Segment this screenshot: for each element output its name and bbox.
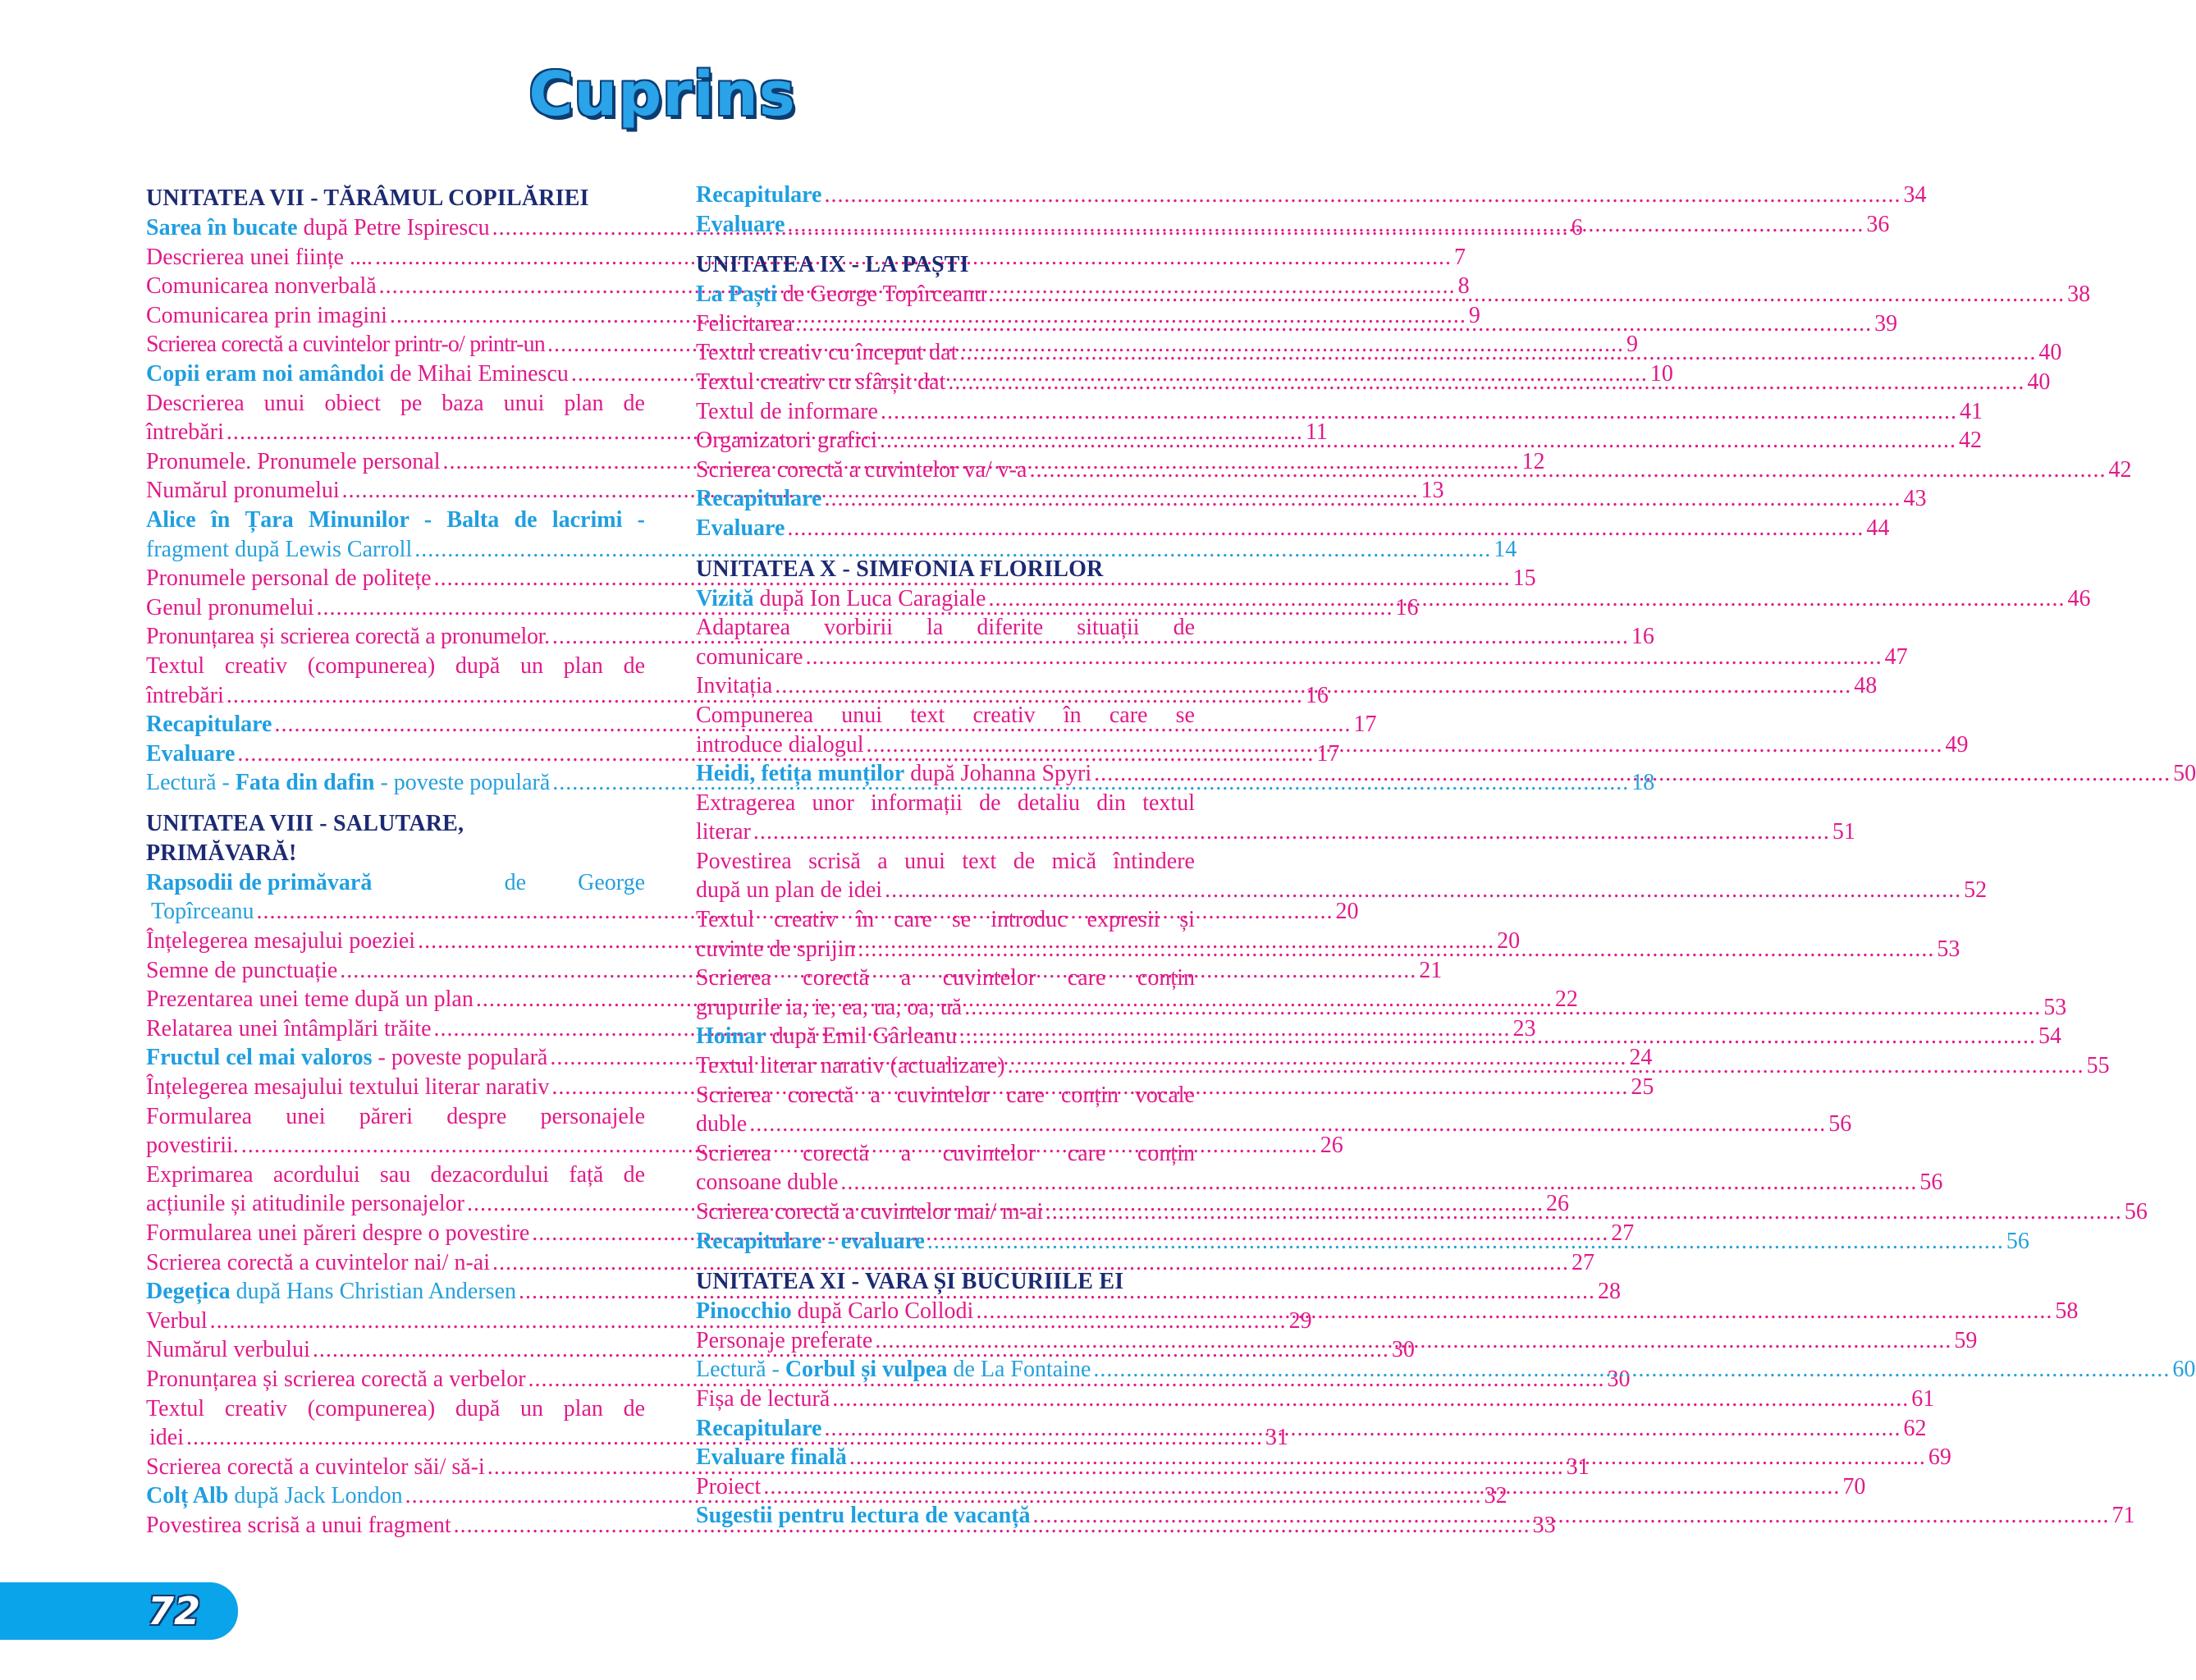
toc-entry[interactable]: Recapitulare ..... 62 (696, 1414, 1195, 1444)
toc-entry[interactable]: Comunicarea prin imagini ..... 9 (146, 301, 645, 331)
toc-entry[interactable]: Heidi, fetița munților după Johanna Spyri ..... 50 (696, 759, 1195, 789)
toc-entry[interactable]: Evaluare ..... 36 (696, 210, 1195, 240)
toc-entry[interactable]: Descrierea unui obiect pe baza unui plan de întrebări ..... 11 (146, 389, 645, 447)
toc-entry[interactable]: Înțelegerea mesajului textului literar narativ ..... 25 (146, 1073, 645, 1102)
toc-entry[interactable]: Lectură - Fata din dafin - poveste populară ..... 18 (146, 768, 645, 798)
toc-entry[interactable]: Textul creativ cu început dat ..... 40 (696, 338, 1195, 368)
toc-entry[interactable]: Textul creativ în care se introduc expresii și cuvinte de sprijin ..... 53 (696, 905, 1195, 964)
toc-entry[interactable]: Sugestii pentru lectura de vacanță ..... 71 (696, 1501, 1195, 1531)
toc-entry[interactable]: Colț Alb după Jack London ..... 32 (146, 1481, 645, 1511)
toc-entry[interactable]: Lectură - Corbul și vulpea de La Fontaine ..... 60 (696, 1355, 1195, 1385)
toc-entry[interactable]: Scrierea corectă a cuvintelor care conțin grupurile ia, ie, ea, ua, oa, uă ..... 53 (696, 964, 1195, 1022)
toc-entry[interactable]: Invitația ..... 48 (696, 671, 1195, 701)
toc-entry[interactable]: Scrierea corectă a cuvintelor săi/ să-i ..... 31 (146, 1453, 645, 1482)
toc-entry[interactable]: Verbul ..... 29 (146, 1307, 645, 1336)
toc-entry[interactable]: Pronumele. Pronumele personal ..... 12 (146, 447, 645, 477)
toc-entry[interactable]: Textul creativ cu sfârșit dat ..... 40 (696, 368, 1195, 397)
toc-entry[interactable]: Pronunțarea și scrierea corectă a verbelor ..... 30 (146, 1365, 645, 1394)
toc-entry[interactable]: Recapitulare ..... 17 (146, 710, 645, 739)
toc-entry[interactable]: Copii eram noi amândoi de Mihai Eminescu ..... 10 (146, 359, 645, 389)
toc-entry[interactable]: Numărul verbului ..... 30 (146, 1335, 645, 1365)
toc-entry[interactable]: Personaje preferate ..... 59 (696, 1326, 1195, 1356)
toc-entry[interactable]: Semne de punctuație ..... 21 (146, 956, 645, 986)
toc-entry[interactable]: Scrierea corectă a cuvintelor va/ v-a ..... 42 (696, 455, 1195, 485)
toc-entry[interactable]: Prezentarea unei teme după un plan ..... 22 (146, 985, 645, 1014)
unit-heading: UNITATEA IX - LA PAȘTI (696, 252, 969, 278)
toc-entry[interactable]: Formularea unei păreri despre o povestire ..... 27 (146, 1219, 645, 1248)
toc-entry[interactable]: Numărul pronumelui ..... 13 (146, 476, 645, 506)
toc-entry[interactable]: Scrierea corectă a cuvintelor printr-o/ printr-un ..... 9 (146, 330, 645, 359)
unit-heading: PRIMĂVARĂ! (146, 840, 297, 866)
toc-entry[interactable]: Povestirea scrisă a unui fragment ..... 33 (146, 1511, 645, 1540)
page-number: 72 (148, 1589, 201, 1633)
toc-entry[interactable]: Pinocchio după Carlo Collodi ..... 58 (696, 1297, 1195, 1326)
toc-entry[interactable]: Adaptarea vorbirii la diferite situații de comunicare ..... 47 (696, 613, 1195, 671)
toc-entry[interactable]: Proiect ..... 70 (696, 1472, 1195, 1502)
toc-entry[interactable]: Compunerea unui text creativ în care se introduce dialogul ..... 49 (696, 701, 1195, 759)
toc-entry[interactable]: Evaluare ..... 17 (146, 739, 645, 769)
toc-entry[interactable]: Pronumele personal de politețe ..... 15 (146, 564, 645, 593)
toc-entry[interactable]: Fructul cel mai valoros - poveste populară ..... 24 (146, 1043, 645, 1073)
toc-entry[interactable]: Povestirea scrisă a unui text de mică întindere după un plan de idei ..... 52 (696, 847, 1195, 905)
toc-entry[interactable]: Rapsodii de primăvară de George Topîrceanu ..... 20 (146, 868, 645, 927)
toc-entry[interactable]: Sarea în bucate după Petre Ispirescu ..... 6 (146, 213, 645, 243)
toc-entry[interactable]: Scrierea corectă a cuvintelor nai/ n-ai ..... 27 (146, 1248, 645, 1278)
toc-entry[interactable]: La Paști de George Topîrceanu ..... 38 (696, 280, 1195, 309)
unit-heading: UNITATEA XI - VARA ȘI BUCURIILE EI (696, 1269, 1124, 1295)
toc-entry[interactable]: Textul de informare ..... 41 (696, 397, 1195, 427)
toc-entry[interactable]: Textul literar narativ (actualizare) ..... 55 (696, 1051, 1195, 1081)
toc-entry[interactable]: Recapitulare - evaluare ..... 56 (696, 1227, 1195, 1257)
toc-entry[interactable]: Extragerea unor informații de detaliu din textul literar ..... 51 (696, 789, 1195, 847)
toc-entry[interactable]: Scrierea corectă a cuvintelor care conțin consoane duble ..... 56 (696, 1139, 1195, 1197)
unit-heading: UNITATEA VII - TĂRÂMUL COPILĂRIEI (146, 185, 589, 211)
toc-entry[interactable]: Relatarea unei întâmplări trăite ..... 23 (146, 1014, 645, 1044)
toc-entry[interactable]: Evaluare ..... 44 (696, 514, 1195, 543)
toc-entry[interactable]: Formularea unei păreri despre personajele povestirii. ..... 26 (146, 1102, 645, 1160)
toc-entry[interactable]: Exprimarea acordului sau dezacordului față de acțiunile și atitudinile personajelor ..... 26 (146, 1160, 645, 1219)
toc-entry[interactable]: Hoinar după Emil Gârleanu ..... 54 (696, 1022, 1195, 1051)
toc-entry[interactable]: Textul creativ (compunerea) după un plan de idei ..... 31 (146, 1394, 645, 1453)
toc-entry[interactable]: Recapitulare ..... 34 (696, 181, 1195, 210)
toc-entry[interactable]: Degețica după Hans Christian Andersen ..... 28 (146, 1277, 645, 1307)
toc-entry[interactable]: Recapitulare ..... 43 (696, 484, 1195, 514)
page-title: Cuprins (528, 59, 796, 130)
toc-entry[interactable]: Scrierea corectă a cuvintelor mai/ m-ai ..... 56 (696, 1197, 1195, 1227)
toc-entry[interactable]: Fișa de lectură ..... 61 (696, 1385, 1195, 1414)
toc-entry[interactable]: Genul pronumelui ..... 16 (146, 593, 645, 623)
toc-entry[interactable]: Organizatori grafici ..... 42 (696, 426, 1195, 455)
toc-entry[interactable]: Înțelegerea mesajului poeziei ..... 20 (146, 927, 645, 956)
unit-heading: UNITATEA VIII - SALUTARE, (146, 810, 464, 836)
toc-entry[interactable]: Descrierea unei ființe .... ..... 7 (146, 243, 645, 272)
toc-entry[interactable]: Pronunțarea și scrierea corectă a pronumelor. ..... 16 (146, 622, 645, 652)
toc-entry[interactable]: Felicitarea ..... 39 (696, 309, 1195, 339)
toc-entry[interactable]: Vizită după Ion Luca Caragiale ..... 46 (696, 584, 1195, 614)
unit-heading: UNITATEA X - SIMFONIA FLORILOR (696, 556, 1104, 582)
toc-entry[interactable]: Scrierea corectă a cuvintelor care conțin vocale duble ..... 56 (696, 1081, 1195, 1139)
toc-entry[interactable]: Comunicarea nonverbală ..... 8 (146, 272, 645, 301)
toc-entry[interactable]: Textul creativ (compunerea) după un plan de întrebări ..... 16 (146, 652, 645, 710)
toc-entry[interactable]: Alice în Țara Minunilor - Balta de lacrimi - fragment după Lewis Carroll ..... 14 (146, 506, 645, 564)
toc-entry[interactable]: Evaluare finală ..... 69 (696, 1443, 1195, 1472)
